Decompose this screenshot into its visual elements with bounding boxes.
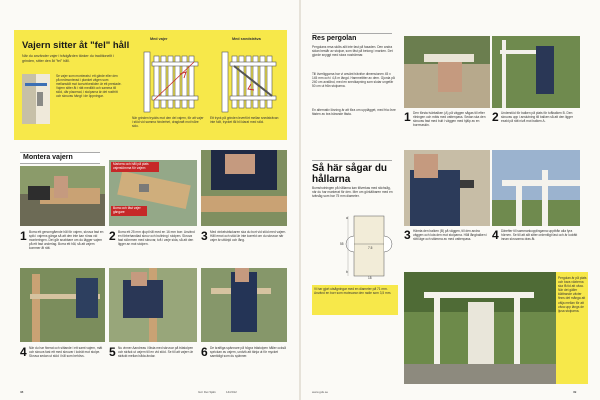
page-number-left: 38 xyxy=(20,390,24,394)
saga-note: Vi har gjort utsågningar med en diameter på 71 mm. Använd en borr som motsvarar den radie som 3,5 mm. xyxy=(314,287,392,296)
page-gutter xyxy=(299,0,301,400)
gate-diagram-snedstrava xyxy=(208,38,284,114)
step-number: 1 xyxy=(20,229,27,243)
step5-photo-art xyxy=(109,268,197,342)
step1-photo-art xyxy=(20,166,105,226)
step6-photo xyxy=(201,268,287,342)
pergola-step1-art xyxy=(404,36,490,108)
diagram-label-b: b xyxy=(346,270,348,274)
step-text: De kraftiga spännare på högra trästolpen håller också sprickan av vajern, undvik att tänja ut för mycket samtidigt som du spänner. xyxy=(210,346,286,359)
pergola-step2-art xyxy=(492,36,580,108)
step-text: Hämtа den balken (B) på väggen, till den andra väggen och luta den mot stolparna. Håll långbalken i rätt läge och stämma av med vattenpass. xyxy=(413,229,488,242)
page-number-right: 39 xyxy=(573,390,577,394)
pergola-body3: En alternativ lösning är att föra om upplägget, med fria övre fästen av bra bärande fästa. xyxy=(312,108,396,117)
section-title-pergola: Res pergolan xyxy=(312,33,392,43)
step-number: 6 xyxy=(201,345,208,359)
caption-vajer: När grinden tryckts mot den del vajern, för att vajer i stöd vid samma hinderhet, dragkraft mot tvåre sido. xyxy=(132,116,204,129)
step-text: Den första tvärbalken (A) på väggen sågas till efter ritningen och mäts med vattenpass. Sedan ska den skruvas fast med bult i väggen med hjälp av en borrmaskin. xyxy=(413,111,486,128)
photo-label-markera: Markera och håll på plats vajerstömma för vajern xyxy=(111,162,159,172)
photo-label-borra: Borra och fäst vajer gängare xyxy=(111,206,147,216)
section-title-montera: Montera vajern xyxy=(20,152,100,164)
pergola-body1: Pergolans resa sköts allt inte fast på fasaden. Den andra sidan består av stolpar, som fäst på betong i marken. Det gjorde snyggt med stora nosträrmar. xyxy=(312,45,393,58)
pergola-step4-art xyxy=(492,150,580,226)
step1-photo xyxy=(20,166,105,226)
gate-diagram-vajer xyxy=(130,38,206,114)
footer-url: www.gds.se xyxy=(312,390,329,394)
section-title-saga: Så här sågar du hållarna xyxy=(312,160,392,185)
diagram-label-a: a xyxy=(346,216,348,220)
step-text: När du har fixerat och sittande i ett samt vajern, mät och skruva fast ett med skruvar i lodrät mot stolpe. Skruva sedan ut stöd i hål som behövs. xyxy=(29,346,103,359)
diagram-radius: 7.5 xyxy=(368,246,373,250)
gate-snedstrava-drawing xyxy=(208,38,284,114)
pergola-body2: Till överliggarna har vi använt trävirke dimensionen 45 x 145 mm och i 4,8 m längd. Hammelitter av dem. Gjorda på 240 cm avstånd, med en snedkapning som slutar ungefär 50 cm ut från stolparna. xyxy=(312,72,395,89)
final-pergola-photo xyxy=(404,272,556,384)
pergola-step3-photo xyxy=(404,150,490,226)
step6-photo-art xyxy=(201,268,287,342)
hinge-photo-art xyxy=(22,74,50,124)
pergola-step4-photo xyxy=(492,150,580,226)
step-text: Borra ett 25 mm djupt hål med en 16 mm borr. Använd en förbehandlad skruv och bultning i stolpen. Skruva fast stömmen med skruvar, två i varje sida, så att den ligger an mot stolpen. xyxy=(118,230,195,247)
step4-photo xyxy=(20,268,105,342)
caption-snedstrava: Ett tryck på grinden leverfört mellan snedsträvan inte fullt, trycket tål bli klarat med stöd. xyxy=(210,116,279,125)
pergola-step2-photo xyxy=(492,36,580,108)
footer-magazine: Gör Det Själv xyxy=(198,390,216,394)
hinge-photo xyxy=(22,74,50,124)
step-text: Understöd för balken på plats för tvåbalken B. Den skruvas upp i anslutning till balken så att den ligger exakt på rätt nivå mot balken A. xyxy=(501,111,573,124)
final-pergola-art xyxy=(404,272,556,384)
pergola-step3-art xyxy=(404,150,490,226)
box-title: Vajern sitter åt "fel" håll xyxy=(22,40,130,51)
step-number: 3 xyxy=(404,228,411,242)
label-med-snedstrava: Med snedsträva xyxy=(232,37,261,41)
box-intro: När du använder vajer i trädgården tänker du traditionellt i grinden, sitter den åt "fel" håll. xyxy=(22,54,114,63)
final-caption: Pergolan är på plats och bara växterna ska få tid att växa. När det gäller klättrande växter finns det många att välja mellan för att växa upp längs de ljusa stolparna. xyxy=(558,276,587,313)
step-text: Nu vinner Aandreas i fästa med skruvar på trästolpen och sträck ut vajern till en vid stöd. Se till att vajern är sträckt mellan båda ändar. xyxy=(118,346,194,359)
step-number: 4 xyxy=(20,345,27,359)
step4-photo-art xyxy=(20,268,105,342)
pergola-step1-photo xyxy=(404,36,490,108)
step-number: 5 xyxy=(109,345,116,359)
step-text: Med vinkelsträckaren ska du bort vid stöd med vajern. Håll emot och stöd är inte korrekt om du skruvar när vajer är uttänjd och lång. xyxy=(210,230,287,243)
diagram-dim: 55 xyxy=(340,242,344,246)
step3-photo xyxy=(201,150,287,226)
step-text: Borra ett genomgående hål för vajern, skruva fast en spik i vajerns gänga så att den inte kan röras vid monteringen. Det går snabbare om du lägger vajern på ett fast underlag. Borra ett hål, så att vajern kommer åt rätt. xyxy=(29,230,104,251)
label-med-vajer: Med vajer xyxy=(150,37,168,41)
footer-issue: 14/2012 xyxy=(226,390,237,394)
step3-photo-art xyxy=(201,150,287,226)
diagram-dim2: 18 xyxy=(368,276,372,280)
gate-vajer-drawing xyxy=(130,38,206,114)
step-number: 1 xyxy=(404,110,411,124)
step-text: Därefter till sammankopplingarna uppifrån alla fyra hörnen. Se till att allt sitter ordentligt fast och är lodrätt innan skruvarna dras åt. xyxy=(501,229,578,242)
box-body: Se vajer som monterats i ett gärde eller den på nedmonterad i planket vägen som mellanskilt mot korsvirkestiden är ett prestade. Vajern sitter åt i rätt medfält och samma till stöd, där placerad, i stolparna är det rostfritt och skruvas hängt i de öppningar. xyxy=(56,74,122,99)
step-number: 2 xyxy=(109,229,116,243)
step-number: 4 xyxy=(492,228,499,242)
step-number: 2 xyxy=(492,110,499,124)
step5-photo xyxy=(109,268,197,342)
saga-body: Bumshutningen på hållarna kan tillverkas med stichsåg, när du har markerat för den. Mer om görkälbaren med en tvärsåg som har 75 mm diameter. xyxy=(312,186,393,199)
step-number: 3 xyxy=(201,229,208,243)
